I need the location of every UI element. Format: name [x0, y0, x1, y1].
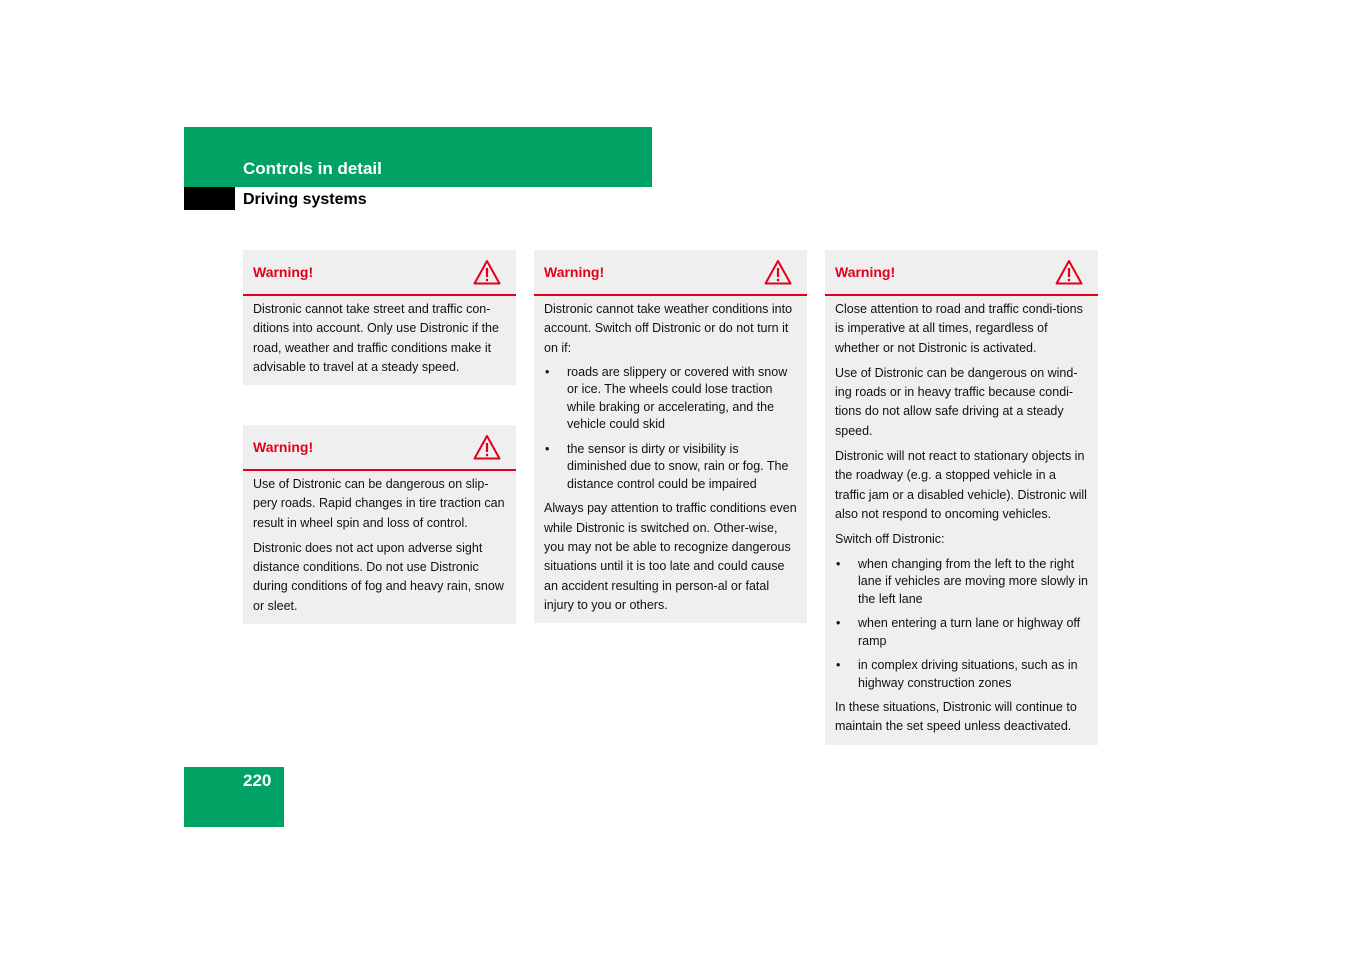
- warning-paragraph: Distronic will not react to stationary objects in the roadway (e.g. a stopped vehicle in a traffic jam or a disabled vehicle). Distronic will also not respond to oncoming vehicles.: [835, 449, 1087, 521]
- warning-box-3: [534, 250, 807, 623]
- warning-triangle-icon: [473, 434, 501, 460]
- warning-body: [825, 296, 1098, 745]
- section-marker: [184, 187, 235, 210]
- warning-header: [534, 250, 807, 296]
- warning-box-2: [243, 425, 516, 624]
- warning-box-4: [825, 250, 1098, 745]
- warning-bullet: • when entering a turn lane or highway off ramp: [835, 615, 1088, 650]
- warning-paragraph: In these situations, Distronic will continue to maintain the set speed unless deactivated.: [835, 700, 1077, 734]
- warning-bullet-list: [544, 364, 797, 494]
- warning-title: Warning!: [253, 439, 314, 455]
- warning-bullet: • roads are slippery or covered with snow or ice. The wheels could lose traction while braking or accelerating, and the vehicle could skid: [544, 364, 797, 434]
- warning-paragraph: Use of Distronic can be dangerous on wind-ing roads or in heavy traffic because condi-tions do not allow safe driving at a steady speed.: [835, 365, 1078, 438]
- warning-bullet: • when changing from the left to the right lane if vehicles are moving more slowly in the left lane: [835, 556, 1088, 609]
- warning-header: [243, 425, 516, 471]
- warning-paragraph: Use of Distronic can be dangerous on slip-pery roads. Rapid changes in tire traction can result in wheel spin and loss of control.: [253, 477, 505, 530]
- warning-paragraph: Distronic cannot take weather conditions into account. Switch off Distronic or do not turn it on if:: [544, 302, 793, 355]
- warning-title: Warning!: [835, 264, 896, 280]
- warning-title: Warning!: [253, 264, 314, 280]
- warning-triangle-icon: [473, 259, 501, 285]
- warning-bullet-list: [835, 556, 1088, 693]
- section-title: Controls in detail: [243, 159, 382, 178]
- warning-paragraph: Always pay attention to traffic conditions even while Distronic is switched on. Other-wise, you may not be able to recognize dangerous situations until it is too late and could cause an accident resulting in person-al or fatal injury to you or others.: [544, 501, 797, 612]
- warning-body: [243, 471, 516, 624]
- warning-body: [534, 296, 807, 623]
- warning-paragraph: Distronic does not act upon adverse sight distance conditions. Do not use Distronic during conditions of fog and heavy rain, snow or sleet.: [253, 540, 504, 613]
- warning-triangle-icon: [764, 259, 792, 285]
- warning-header: [825, 250, 1098, 296]
- warning-body: [243, 296, 516, 385]
- warning-triangle-icon: [1055, 259, 1083, 285]
- warning-paragraph: Switch off Distronic:: [835, 532, 945, 547]
- subsection-title: Driving systems: [243, 191, 367, 208]
- warning-box-1: [243, 250, 516, 385]
- warning-bullet: • in complex driving situations, such as in highway construction zones: [835, 657, 1088, 692]
- warning-paragraph: Close attention to road and traffic condi-tions is imperative at all times, regardless of whether or not Distronic is activated.: [835, 302, 1083, 355]
- warning-paragraph: Distronic cannot take street and traffic con-ditions into account. Only use Distronic if the road, weather and traffic conditions make it advisable to travel at a steady speed.: [253, 302, 499, 374]
- warning-title: Warning!: [544, 264, 605, 280]
- warning-header: [243, 250, 516, 296]
- warning-bullet: • the sensor is dirty or visibility is diminished due to snow, rain or fog. The distance control could be impaired: [544, 441, 797, 494]
- page-number: 220: [243, 771, 272, 790]
